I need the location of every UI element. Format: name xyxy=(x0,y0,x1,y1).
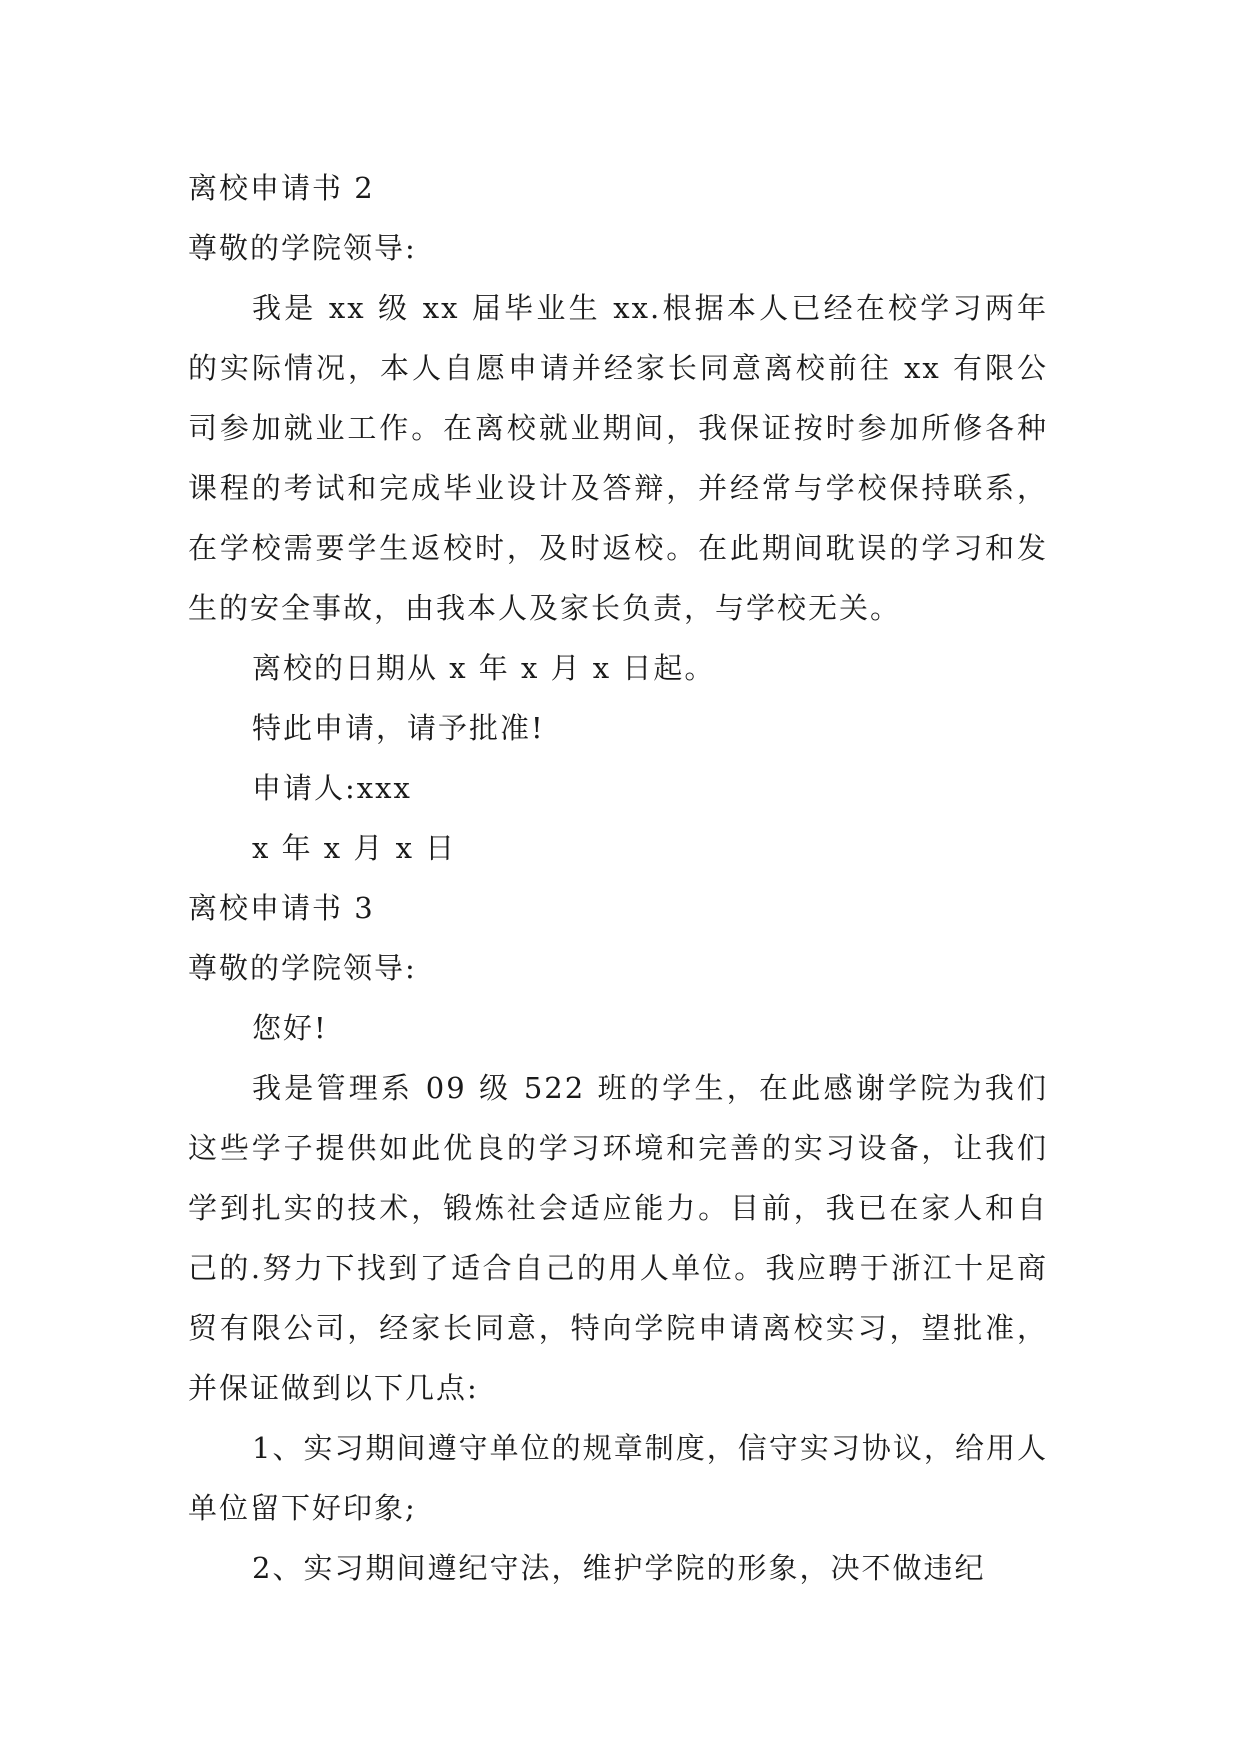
letter2-date-line: 离校的日期从 x 年 x 月 x 日起。 xyxy=(252,651,716,685)
letter3-title: 离校申请书 3 xyxy=(188,891,375,925)
letter3-point-2: 2、实习期间遵纪守法，维护学院的形象，决不做违纪 xyxy=(252,1551,986,1585)
letter2-salutation: 尊敬的学院领导: xyxy=(188,231,417,265)
letter3-salutation: 尊敬的学院领导: xyxy=(188,951,417,985)
letter2-body: 我是 xx 级 xx 届毕业生 xx.根据本人已经在校学习两年的实际情况，本人自愿申请并经家长同意离校前往 xx 有限公司参加就业工作。在离校就业期间，我保证按时参加所修各种课程的考试和完成毕业设计及答辩，并经常与学校保持联系，在学校需要学生返校时，及时返校。在此期间耽误的学习和发生的安全事故，由我本人及家长负责，与学校无关。 xyxy=(188,291,1048,625)
letter2-signature-date: x 年 x 月 x 日 xyxy=(252,831,457,865)
letter2-request: 特此申请，请予批准! xyxy=(252,711,545,745)
letter2-applicant: 申请人:xxx xyxy=(252,771,412,805)
letter3-greeting: 您好! xyxy=(252,1011,328,1045)
document-content xyxy=(188,158,1048,1598)
letter2-title: 离校申请书 2 xyxy=(188,171,375,205)
letter3-point-1: 1、实习期间遵守单位的规章制度，信守实习协议，给用人单位留下好印象; xyxy=(188,1431,1048,1525)
letter3-body: 我是管理系 09 级 522 班的学生，在此感谢学院为我们这些学子提供如此优良的学习环境和完善的实习设备，让我们学到扎实的技术，锻炼社会适应能力。目前，我已在家人和自己的.努力下找到了适合自己的用人单位。我应聘于浙江十足商贸有限公司，经家长同意，特向学院申请离校实习，望批准，并保证做到以下几点: xyxy=(188,1071,1048,1405)
